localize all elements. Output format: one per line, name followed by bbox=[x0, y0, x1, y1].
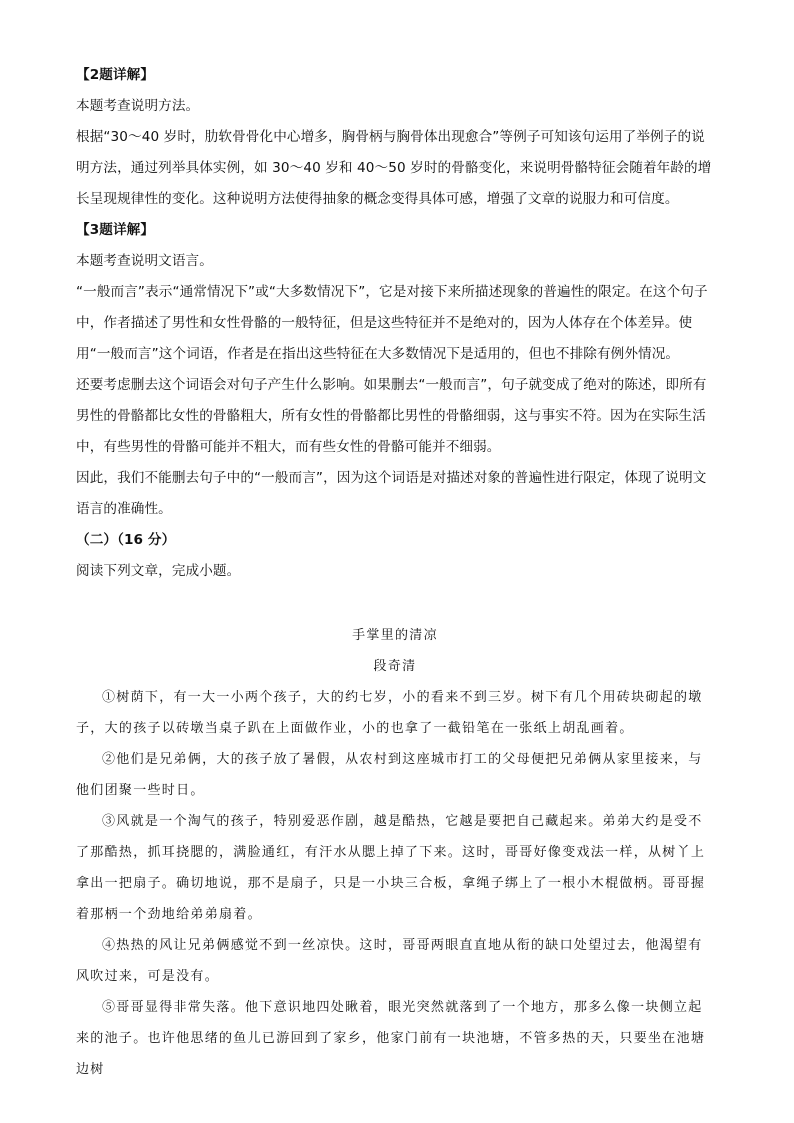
q2-line-1: 本题考查说明方法。 bbox=[76, 98, 200, 114]
part-two-instruction: 阅读下列文章，完成小题。 bbox=[76, 563, 241, 579]
q3-line-1: 本题考查说明文语言。 bbox=[76, 253, 213, 269]
article-paragraph-2: ②他们是兄弟俩，大的孩子放了暑假，从农村到这座城市打工的父母便把兄弟俩从家里接来，与他们团聚一些时日。 bbox=[76, 752, 703, 798]
article-paragraph-5: ⑤哥哥显得非常失落。他下意识地四处瞅着，眼光突然就落到了一个地方，那多么像一块侧立起来的池子。也许他思绪的鱼儿已游回到了家乡，他家门前有一块池塘，不管多热的天，只要坐在池塘边树 bbox=[76, 1000, 706, 1077]
article-paragraph-4: ④热热的风让兄弟俩感觉不到一丝凉快。这时，哥哥两眼直直地从衔的缺口处望过去，他渴望有风吹过来，可是没有。 bbox=[76, 938, 703, 984]
q3-line-3: 还要考虑删去这个词语会对句子产生什么影响。如果删去“一般而言”，句子就变成了绝对的陈述，即所有男性的骨骼都比女性的骨骼粗大，所有女性的骨骼都比男性的骨骼细弱，这与事实不符。因为在实际生活中，有些男性的骨骼可能并不粗大，而有些女性的骨骼可能并不细弱。 bbox=[76, 377, 707, 455]
article-title: 手掌里的清凉 bbox=[352, 628, 438, 643]
q3-line-2: “一般而言”表示“通常情况下”或“大多数情况下”，它是对接下来所描述现象的普遍性的限定。在这个句子中，作者描述了男性和女性骨骼的一般特征，但是这些特征并不是绝对的，因为人体存在个体差异。使用“一般而言”这个词语，作者是在指出这些特征在大多数情况下是适用的，但也不排除有例外情况。 bbox=[76, 284, 708, 362]
section-heading-q3: 【3题详解】 bbox=[76, 222, 155, 238]
article-paragraph-3: ③风就是一个淘气的孩子，特别爱恶作剧，越是酷热，它越是要把自己藏起来。弟弟大约是受不了那酷热，抓耳挠腮的，满脸通红，有汗水从腮上掉了下来。这时，哥哥好像变戏法一样，从树丫上拿出一把扇子。确切地说，那不是扇子，只是一小块三合板，拿绳子绑上了一根小木棍做柄。哥哥握着那柄一个劲地给弟弟扇着。 bbox=[76, 814, 706, 922]
q3-line-4: 因此，我们不能删去句子中的“一般而言”，因为这个词语是对描述对象的普遍性进行限定，体现了说明文语言的准确性。 bbox=[76, 470, 707, 517]
article-author: 段奇清 bbox=[373, 659, 417, 674]
q2-line-2: 根据“30～40 岁时，肋软骨骨化中心增多，胸骨柄与胸骨体出现愈合”等例子可知该句运用了举例子的说明方法，通过列举具体实例，如 30～40 岁和 40～50 岁时的骨骼变化，来说明骨骼特征会随着年龄的增长呈现规律性的变化。这种说明方法使得抽象的概念变得具体可感，增强了文章的说服力和可信度。 bbox=[76, 129, 712, 207]
section-heading-q2: 【2题详解】 bbox=[76, 67, 155, 83]
answer-explanations bbox=[76, 60, 714, 587]
article-paragraph-1: ①树荫下，有一大一小两个孩子，大的约七岁，小的看来不到三岁。树下有几个用砖块砌起的墩子，大的孩子以砖墩当桌子趴在上面做作业，小的也拿了一截铅笔在一张纸上胡乱画着。 bbox=[76, 690, 703, 736]
part-two-heading: （二）（16 分） bbox=[76, 532, 176, 548]
reading-article bbox=[76, 620, 714, 1085]
